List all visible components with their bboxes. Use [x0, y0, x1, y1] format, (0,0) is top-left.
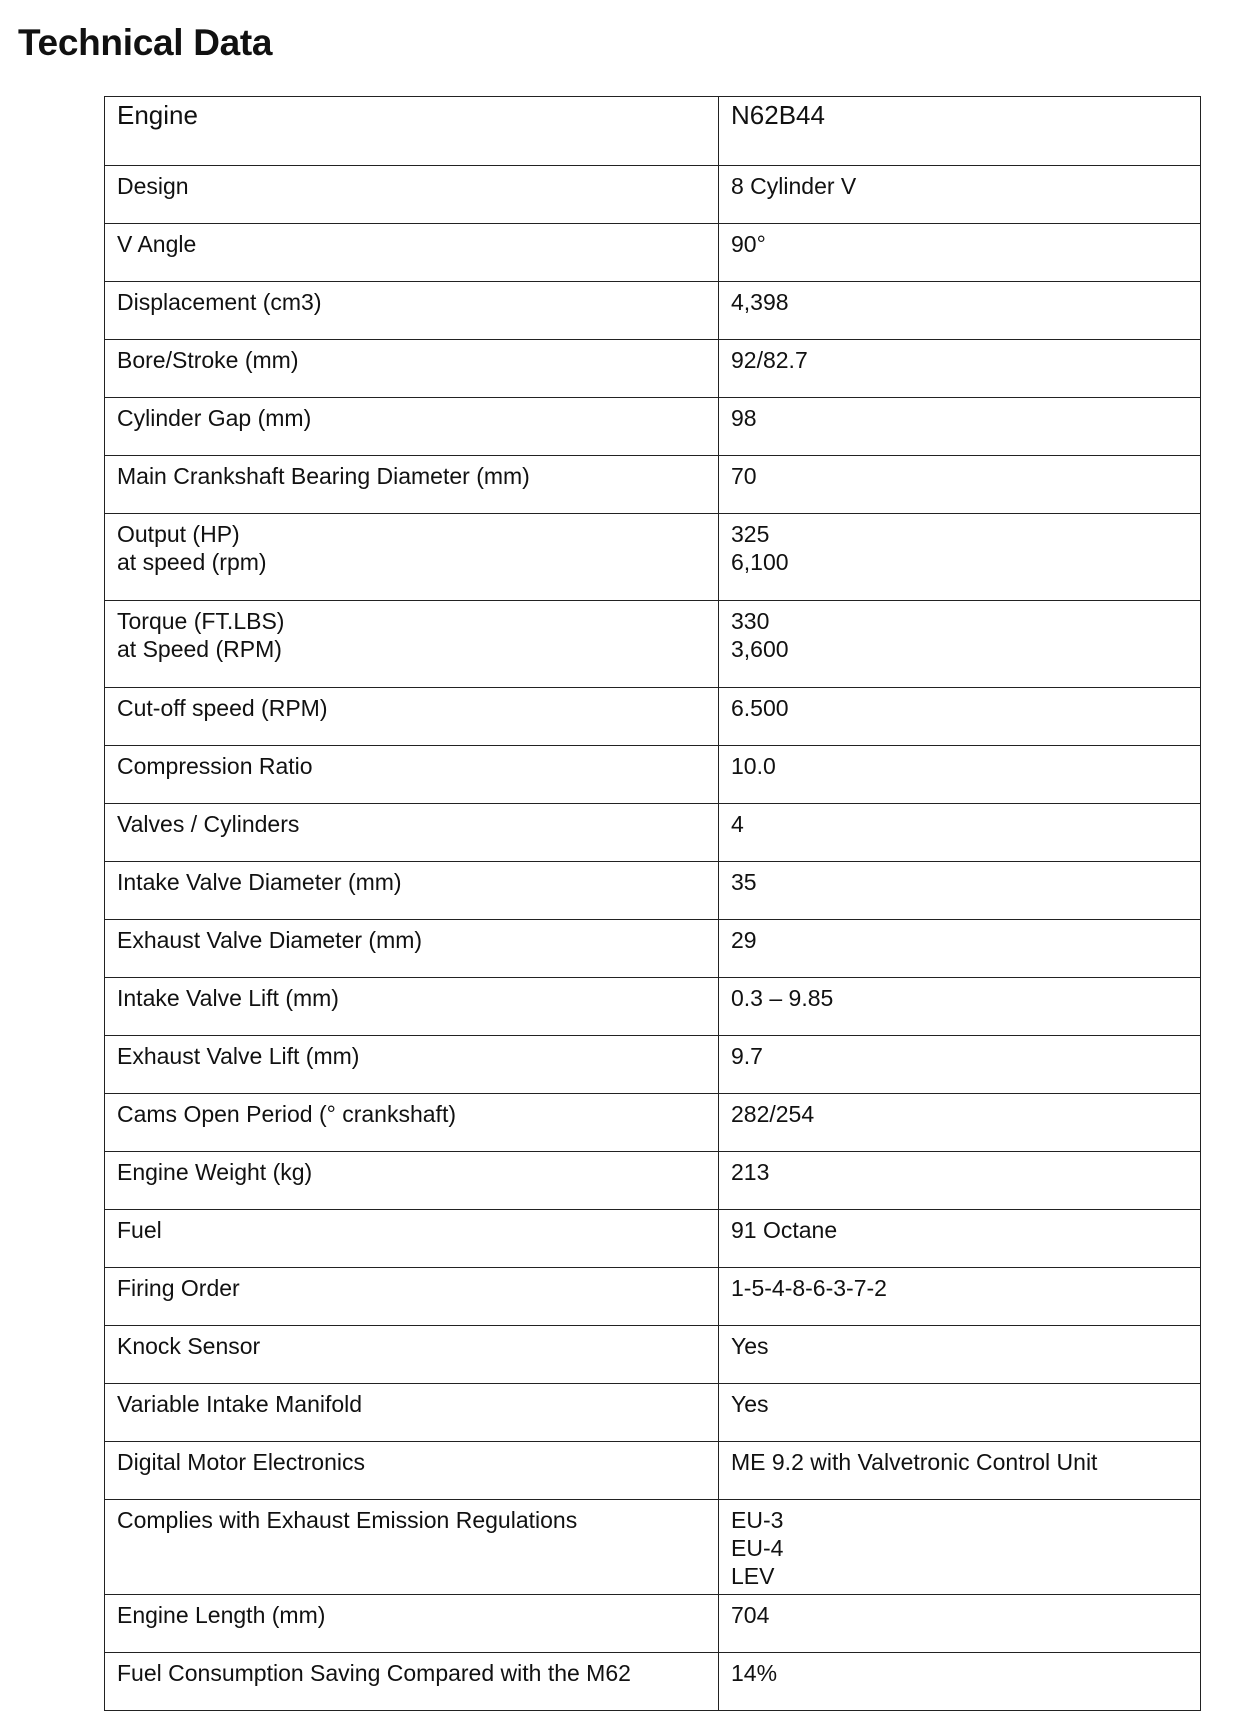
row-value: 4,398 [719, 282, 1201, 340]
row-label: Complies with Exhaust Emission Regulations [105, 1500, 719, 1595]
row-label: Exhaust Valve Lift (mm) [105, 1036, 719, 1094]
table-row [105, 746, 1201, 804]
table-row [105, 1036, 1201, 1094]
row-label: Cylinder Gap (mm) [105, 398, 719, 456]
row-label: Fuel Consumption Saving Compared with the M62 [105, 1653, 719, 1711]
table-row [105, 1094, 1201, 1152]
row-value: 70 [719, 456, 1201, 514]
row-label: Intake Valve Lift (mm) [105, 978, 719, 1036]
table-row [105, 224, 1201, 282]
header-value: N62B44 [719, 97, 1201, 166]
row-value: 213 [719, 1152, 1201, 1210]
row-label: V Angle [105, 224, 719, 282]
row-label: Bore/Stroke (mm) [105, 340, 719, 398]
header-label: Engine [105, 97, 719, 166]
table-row [105, 1152, 1201, 1210]
row-label: Cut-off speed (RPM) [105, 688, 719, 746]
row-label: Output (HP) at speed (rpm) [105, 514, 719, 601]
row-value: 6.500 [719, 688, 1201, 746]
row-value: 92/82.7 [719, 340, 1201, 398]
row-value: 90° [719, 224, 1201, 282]
row-value: 35 [719, 862, 1201, 920]
row-label: Variable Intake Manifold [105, 1384, 719, 1442]
row-value: 0.3 – 9.85 [719, 978, 1201, 1036]
table-row [105, 1210, 1201, 1268]
row-label: Knock Sensor [105, 1326, 719, 1384]
table-row [105, 166, 1201, 224]
row-value: 9.7 [719, 1036, 1201, 1094]
row-label: Firing Order [105, 1268, 719, 1326]
row-value: EU-3 EU-4 LEV [719, 1500, 1201, 1595]
table-row [105, 978, 1201, 1036]
row-label: Displacement (cm3) [105, 282, 719, 340]
table-row [105, 1595, 1201, 1653]
row-label: Main Crankshaft Bearing Diameter (mm) [105, 456, 719, 514]
row-value: 704 [719, 1595, 1201, 1653]
row-value: 330 3,600 [719, 601, 1201, 688]
table-row [105, 804, 1201, 862]
row-value: 14% [719, 1653, 1201, 1711]
row-label: Engine Weight (kg) [105, 1152, 719, 1210]
row-value: 98 [719, 398, 1201, 456]
row-value: 4 [719, 804, 1201, 862]
table-row [105, 688, 1201, 746]
table-header-row [105, 97, 1201, 166]
row-label: Exhaust Valve Diameter (mm) [105, 920, 719, 978]
page-title: Technical Data [18, 22, 273, 63]
row-label: Valves / Cylinders [105, 804, 719, 862]
table-row [105, 920, 1201, 978]
row-label: Intake Valve Diameter (mm) [105, 862, 719, 920]
row-label: Torque (FT.LBS) at Speed (RPM) [105, 601, 719, 688]
table-row [105, 282, 1201, 340]
row-value: Yes [719, 1326, 1201, 1384]
row-value: 8 Cylinder V [719, 166, 1201, 224]
row-label: Compression Ratio [105, 746, 719, 804]
row-value: 1-5-4-8-6-3-7-2 [719, 1268, 1201, 1326]
table-row [105, 1268, 1201, 1326]
table-row [105, 398, 1201, 456]
row-label: Design [105, 166, 719, 224]
table-row [105, 1326, 1201, 1384]
row-label: Digital Motor Electronics [105, 1442, 719, 1500]
table-row [105, 340, 1201, 398]
row-label: Fuel [105, 1210, 719, 1268]
table-row [105, 1384, 1201, 1442]
row-label: Engine Length (mm) [105, 1595, 719, 1653]
row-value: 325 6,100 [719, 514, 1201, 601]
table-row [105, 1653, 1201, 1711]
row-label: Cams Open Period (° crankshaft) [105, 1094, 719, 1152]
row-value: ME 9.2 with Valvetronic Control Unit [719, 1442, 1201, 1500]
row-value: 10.0 [719, 746, 1201, 804]
row-value: 29 [719, 920, 1201, 978]
row-value: 282/254 [719, 1094, 1201, 1152]
table-row [105, 862, 1201, 920]
table-row [105, 456, 1201, 514]
table-row [105, 1500, 1201, 1595]
row-value: 91 Octane [719, 1210, 1201, 1268]
row-value: Yes [719, 1384, 1201, 1442]
technical-data-table [104, 96, 1201, 1711]
table-row [105, 1442, 1201, 1500]
table-row [105, 601, 1201, 688]
table-row [105, 514, 1201, 601]
